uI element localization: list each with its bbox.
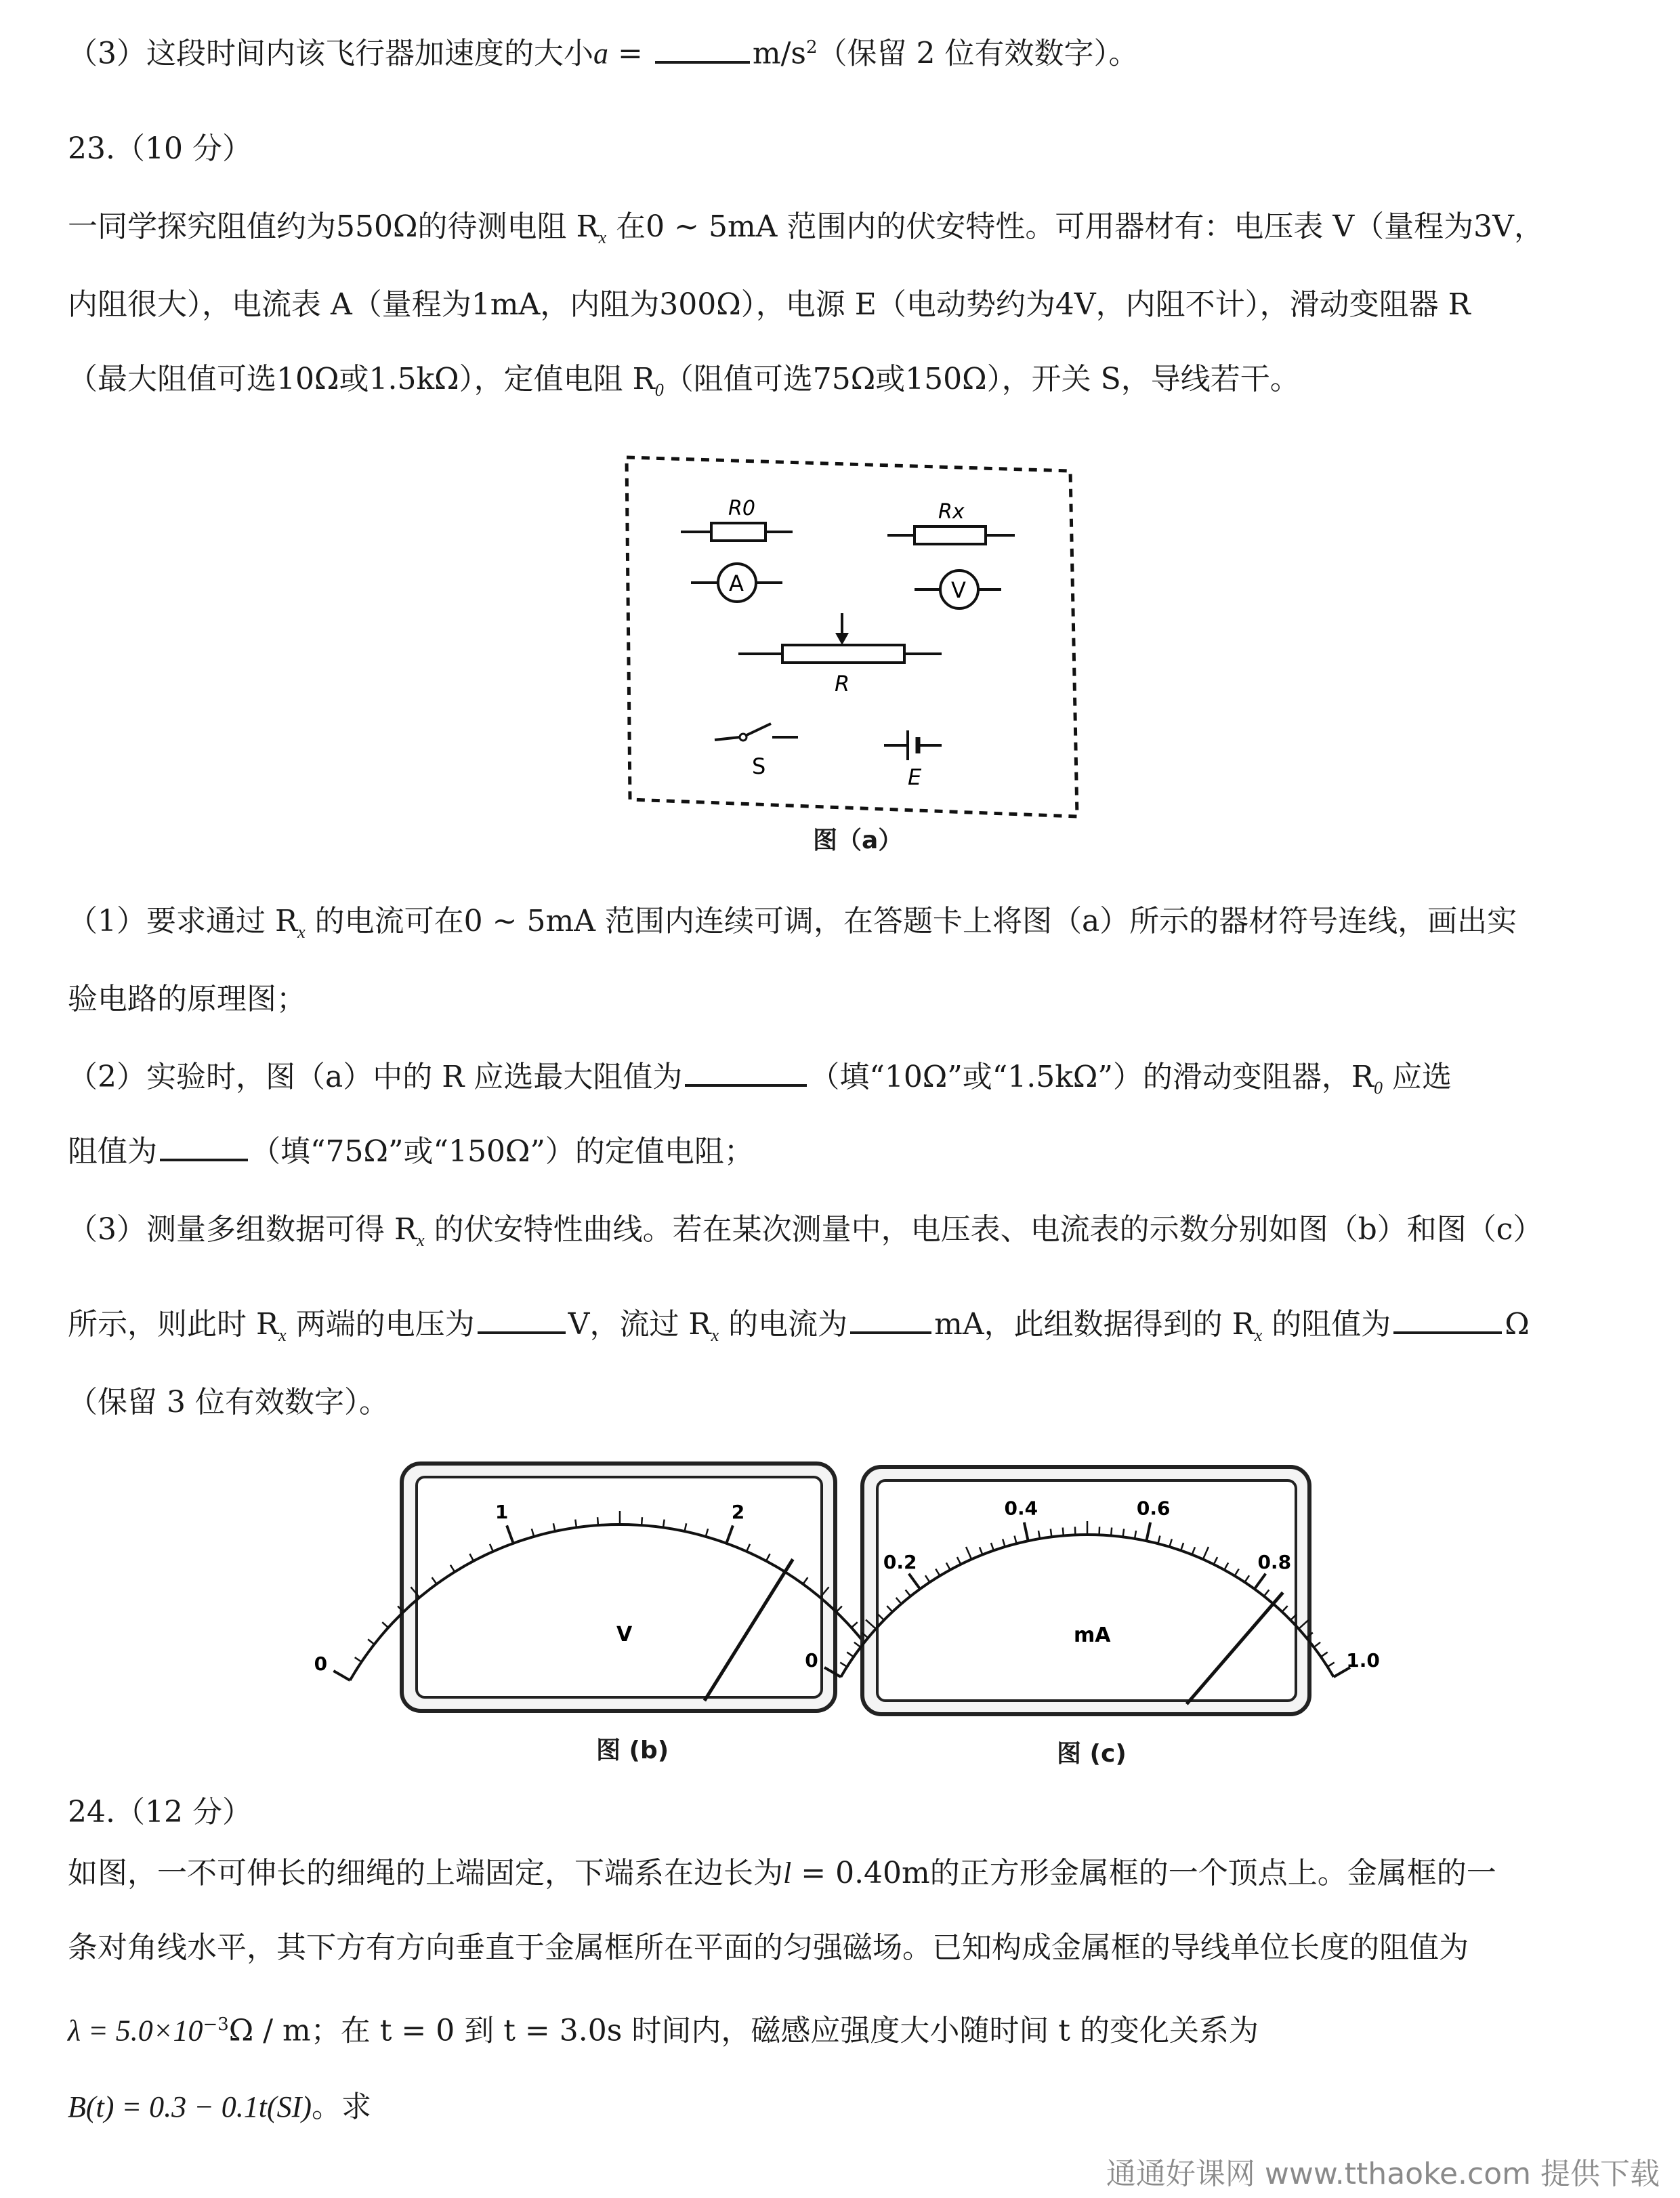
svg-text:R: R bbox=[835, 671, 850, 697]
q23-header: 23.（10 分） bbox=[68, 131, 252, 166]
q23-intro-line3: （最大阻值可选10Ω或1.5kΩ），定值电阻 $R_0$（阻值可选75Ω或150Ω），开关 S，导线若干。 bbox=[68, 362, 1300, 400]
answer-blank[interactable] bbox=[655, 34, 750, 64]
rheostat-symbol bbox=[738, 613, 942, 697]
q24-line2: 条对角线水平，其下方有方向垂直于金属框所在平面的匀强磁场。已知构成金属框的导线单位长度的阻值为 bbox=[68, 1930, 1469, 1965]
answer-blank-current[interactable] bbox=[850, 1304, 931, 1334]
scale-label: 0.2 bbox=[883, 1550, 917, 1573]
q23-intro-line1: 一同学探究阻值约为550Ω的待测电阻 $R_x$ 在0 ~ 5mA 范围内的伏安特性。可用器材有：电压表 V（量程为3V， bbox=[68, 209, 1544, 247]
ammeter-unit: mA bbox=[1074, 1623, 1111, 1647]
q23-part1-line1: （1）要求通过 $R_x$ 的电流可在0 ~ 5mA 范围内连续可调，在答题卡上将图（a）所示的器材符号连线，画出实 bbox=[68, 904, 1517, 942]
scale-label: 1.0 bbox=[1346, 1649, 1380, 1672]
voltmeter-symbol bbox=[915, 571, 1001, 608]
svg-text:E: E bbox=[908, 764, 922, 790]
q24-line1: 如图，一不可伸长的细绳的上端固定，下端系在边长为l = 0.40m的正方形金属框的一个顶点上。金属框的一 bbox=[68, 1856, 1496, 1890]
answer-blank-r0[interactable] bbox=[160, 1132, 248, 1161]
r0-resistor bbox=[681, 497, 793, 541]
battery-symbol bbox=[884, 730, 942, 790]
figure-b-caption: 图 (b) bbox=[596, 1737, 669, 1764]
scale-label: 0.6 bbox=[1136, 1497, 1171, 1520]
q23-part1-line2: 验电路的原理图； bbox=[68, 982, 306, 1016]
voltmeter-unit: V bbox=[616, 1623, 633, 1646]
q23-part2-line1: （2）实验时，图（a）中的 R 应选最大阻值为 （填“10Ω”或“1.5kΩ”）的滑动变阻器，$R_0$ 应选 bbox=[68, 1057, 1452, 1108]
switch-symbol bbox=[715, 724, 798, 779]
answer-blank-voltage[interactable] bbox=[478, 1304, 566, 1334]
ammeter-symbol bbox=[691, 564, 782, 602]
scale-label: 0 bbox=[314, 1653, 328, 1675]
svg-text:R0: R0 bbox=[728, 497, 755, 520]
answer-blank-rheostat[interactable] bbox=[685, 1057, 807, 1087]
svg-text:Rx: Rx bbox=[938, 500, 965, 524]
q24-line4: B(t) = 0.3 − 0.1t(SI)。求 bbox=[68, 2090, 371, 2124]
q23-part3-line2: 所示，则此时 $R_x$ 两端的电压为 V，流过 $R_x$ 的电流为 mA，此组数据得到的 $R_x$ 的阻值为 Ω bbox=[68, 1304, 1530, 1356]
rx-resistor bbox=[887, 500, 1015, 544]
voltmeter-dial-b bbox=[314, 1457, 843, 1721]
q23-intro-line2: 内阻很大），电流表 A（量程为1mA，内阻为300Ω），电源 E（电动势约为4V，内阻不计），滑动变阻器 R bbox=[68, 287, 1471, 322]
q23-part3-line3: （保留 3 位有效数字）。 bbox=[68, 1385, 389, 1419]
figure-a-components bbox=[610, 447, 1084, 860]
scale-label: 0.8 bbox=[1257, 1550, 1292, 1573]
scale-tick bbox=[333, 1671, 350, 1680]
q23-part3-line1: （3）测量多组数据可得 $R_x$ 的伏安特性曲线。若在某次测量中，电压表、电流表的示数分别如图（b）和图（c） bbox=[68, 1212, 1543, 1250]
q24-line3: $\lambda = 5.0\times 10^{-3}\Omega / m$；在 t = 0 到 t = 3.0s 时间内，磁感应强度大小随时间 t 的变化关系为 bbox=[68, 2013, 1259, 2048]
svg-text:A: A bbox=[729, 571, 744, 596]
watermark: 通通好课网 www.tthaoke.com 提供下载 bbox=[1106, 2157, 1660, 2191]
scale-label: 1 bbox=[495, 1500, 509, 1523]
scale-label: 2 bbox=[731, 1500, 745, 1523]
figure-c-caption: 图 (c) bbox=[1057, 1740, 1127, 1768]
scale-label: 0.4 bbox=[1004, 1497, 1038, 1520]
svg-text:V: V bbox=[951, 577, 966, 603]
figure-a-caption: 图（a） bbox=[813, 827, 903, 854]
q22-part3-line: （3）这段时间内该飞行器加速度的大小$a = m/s^2$（保留 2 位有效数字）。 bbox=[68, 27, 1139, 75]
ammeter-dial-c bbox=[805, 1460, 1380, 1724]
q23-part2-line2: 阻值为 （填“75Ω”或“150Ω”）的定值电阻； bbox=[68, 1132, 754, 1172]
answer-blank-resistance[interactable] bbox=[1393, 1304, 1502, 1334]
scale-label: 0 bbox=[805, 1649, 818, 1672]
svg-text:S: S bbox=[752, 753, 766, 779]
q24-header: 24.（12 分） bbox=[68, 1795, 252, 1829]
